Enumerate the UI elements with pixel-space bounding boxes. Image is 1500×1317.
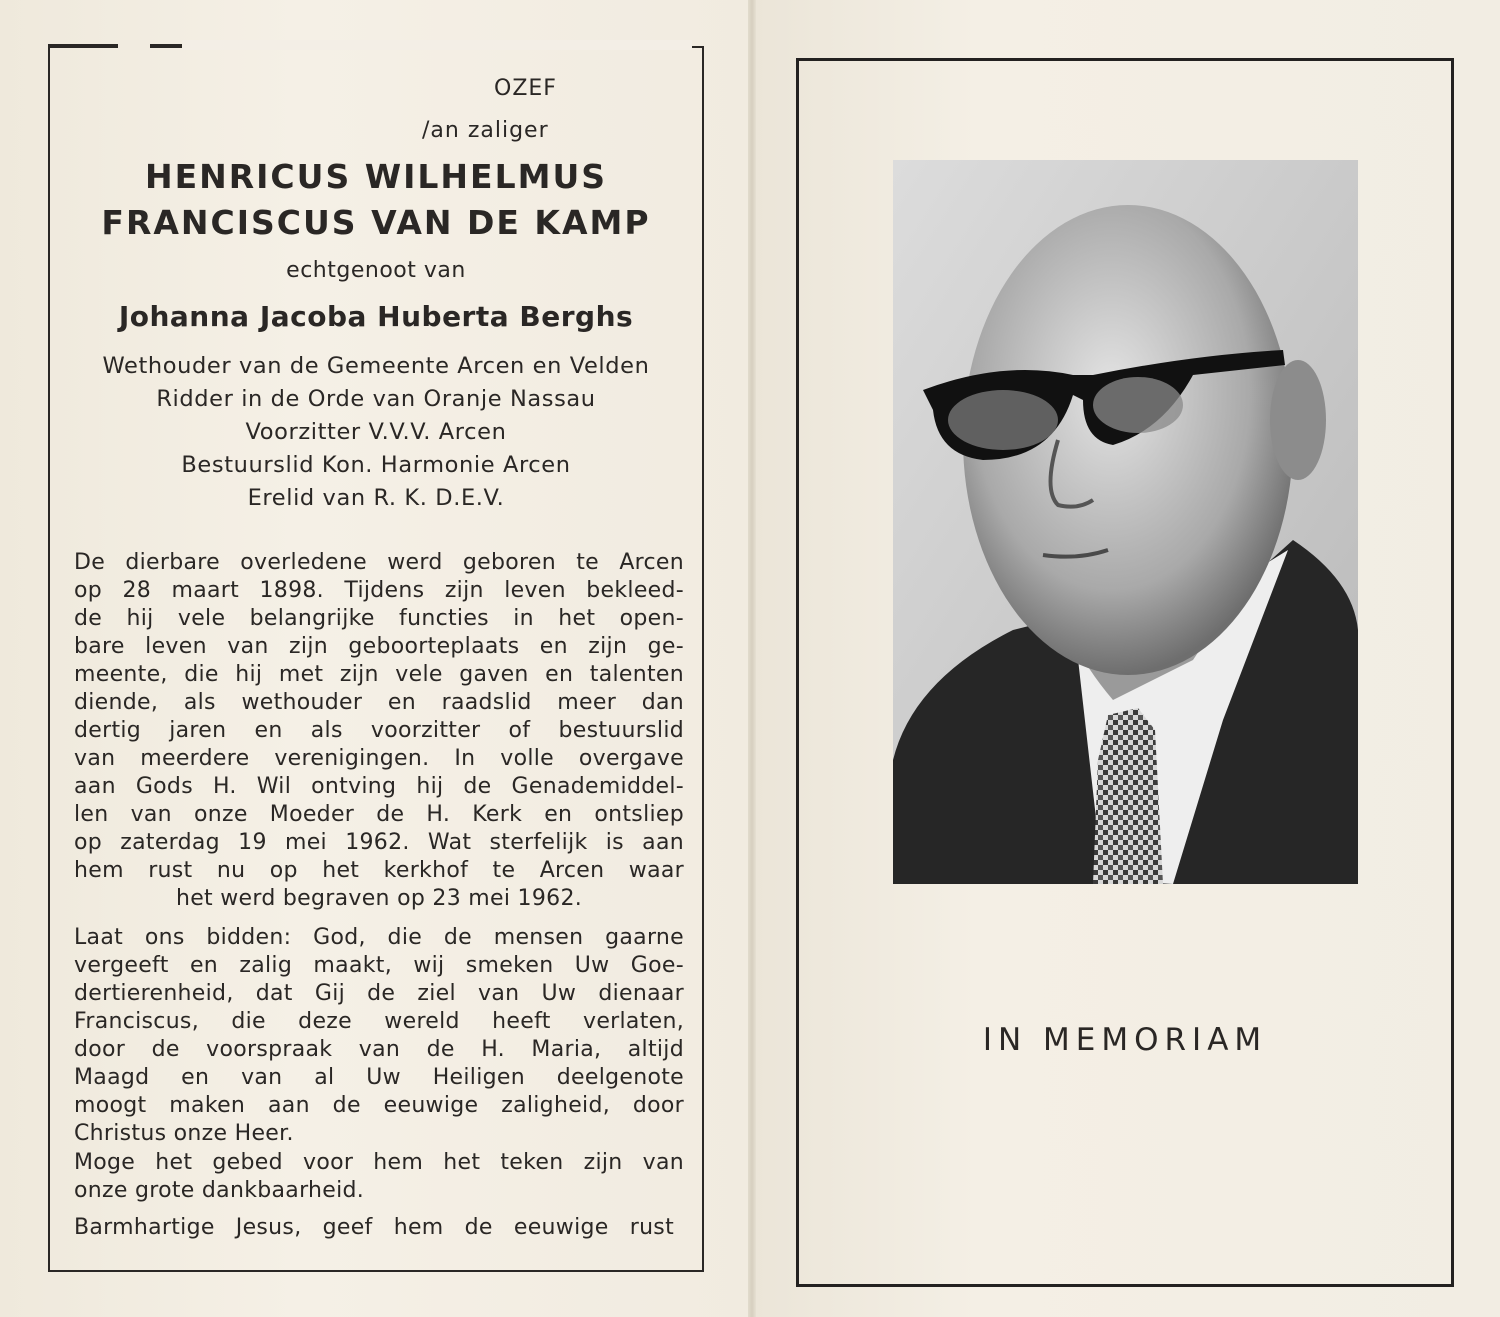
biography-line: meente, die hij met zijn vele gaven en talenten [74, 662, 684, 687]
border-mark [150, 44, 182, 47]
function-line: Erelid van R. K. D.E.V. [247, 485, 505, 511]
prayer-line: Franciscus, die deze wereld heeft verlaten, [74, 1009, 684, 1034]
closing-line: Moge het gebed voor hem het teken zijn van [74, 1150, 684, 1175]
prayer-line: Maagd en van al Uw Heiligen deelgenote [74, 1065, 684, 1090]
biography-line: hem rust nu op het kerkhof te Arcen waar [74, 858, 684, 883]
biography-line: de hij vele belangrijke functies in het open- [74, 606, 684, 631]
header-fragment-name: OZEF [494, 76, 557, 101]
spouse-name: Johanna Jacoba Huberta Berghs [118, 300, 634, 333]
in-memoriam-title: IN MEMORIAM [982, 1022, 1268, 1058]
closing-line: onze grote dankbaarheid. [74, 1178, 365, 1203]
biography-line: len van onze Moeder de H. Kerk en ontsliep [74, 802, 684, 827]
biography-line: aan Gods H. Wil ontving hij de Genademiddel- [74, 774, 684, 799]
biography-line: bare leven van zijn geboorteplaats en zijn ge- [74, 634, 684, 659]
portrait-photo [893, 160, 1358, 884]
final-prayer-line: Barmhartige Jesus, geef hem de eeuwige rust [74, 1215, 674, 1240]
prayer-line: Christus onze Heer. [74, 1121, 294, 1146]
function-line: Ridder in de Orde van Oranje Nassau [156, 386, 596, 412]
card-fold [748, 0, 756, 1317]
spouse-intro: echtgenoot van [286, 258, 466, 283]
prayer-line: door de voorspraak van de H. Maria, altijd [74, 1037, 684, 1062]
deceased-name-line-2: FRANCISCUS VAN DE KAMP [101, 203, 651, 242]
biography-line: het werd begraven op 23 mei 1962. [175, 886, 583, 911]
biography-line: dertig jaren en als voorzitter of bestuurslid [74, 718, 684, 743]
biography-line: diende, als wethouder en raadslid meer dan [74, 690, 684, 715]
deceased-name-line-1: HENRICUS WILHELMUS [144, 157, 608, 196]
biography-line: van meerdere verenigingen. In volle overgave [74, 746, 684, 771]
border-mark [48, 44, 118, 47]
function-line: Bestuurslid Kon. Harmonie Arcen [181, 452, 571, 478]
prayer-line: dertierenheid, dat Gij de ziel van Uw dienaar [74, 981, 684, 1006]
header-fragment-zaliger: /an zaliger [422, 118, 549, 143]
prayer-line: vergeeft en zalig maakt, wij smeken Uw Goe- [74, 953, 684, 978]
biography-line: op 28 maart 1898. Tijdens zijn leven bekleed- [74, 578, 684, 603]
function-line: Wethouder van de Gemeente Arcen en Velden [102, 353, 650, 379]
border-gap [182, 40, 692, 50]
prayer-line: Laat ons bidden: God, die de mensen gaarne [74, 925, 684, 950]
function-line: Voorzitter V.V.V. Arcen [245, 419, 507, 445]
prayer-line: moogt maken aan de eeuwige zaligheid, door [74, 1093, 684, 1118]
border-gap [118, 40, 150, 50]
biography-line: op zaterdag 19 mei 1962. Wat sterfelijk is aan [74, 830, 684, 855]
biography-line: De dierbare overledene werd geboren te Arcen [74, 550, 684, 575]
